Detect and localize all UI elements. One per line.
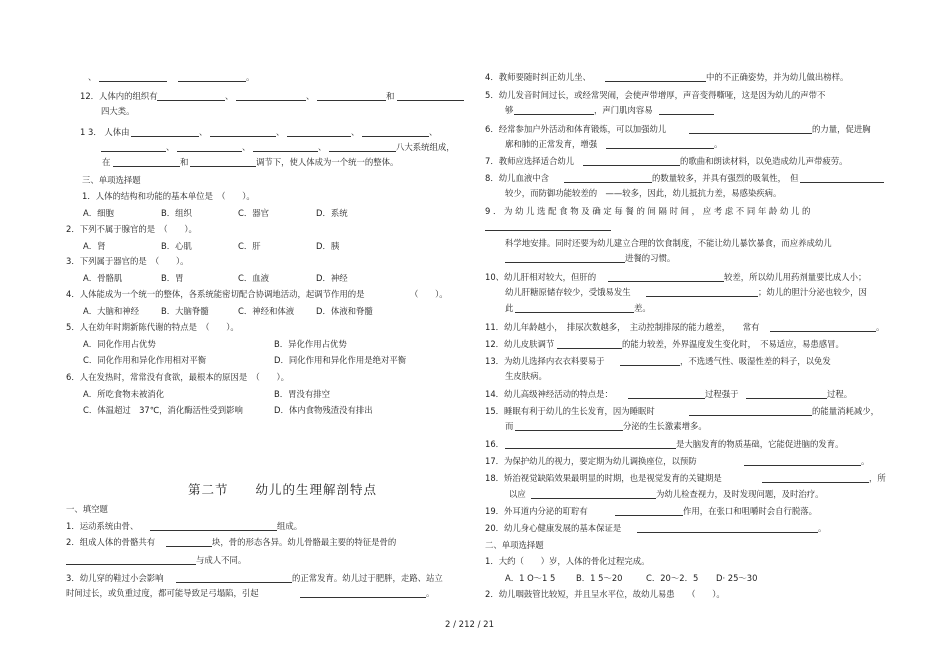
left-text-line: C．器官 [238,208,269,218]
left-text-line: 、 [306,91,315,101]
fill-in-blank[interactable] [300,589,426,598]
right-text-line: 的歌曲和朗读材料，以免造成幼儿声带疲劳。 [680,156,848,166]
right-text-line: 9 ． 为 幼 儿 选 配 食 物 及 确 定 每 餐 的 间 隔 时 间 ， 应 考 虑 不 同 年 龄 幼 儿 的 [485,206,811,216]
right-text-line: 1．大约（ ）岁，人体的骨化过程完成。 [485,556,650,566]
fill-in-blank[interactable] [615,507,683,516]
fill-in-blank[interactable] [689,125,812,134]
fill-in-blank[interactable] [176,574,292,583]
left-text-line: B．异化作用占优势 [274,339,347,349]
fill-in-blank[interactable] [397,92,464,101]
right-text-line: 廓和肺的正常发育，增强 [505,139,598,149]
left-text-line: 。 [426,588,435,598]
fill-in-blank[interactable] [177,143,242,152]
fill-in-blank[interactable] [515,304,634,313]
left-text-line: 1．人体的结构和功能的基本单位是 （ ）。 [82,191,255,201]
fill-in-blank[interactable] [606,140,714,149]
right-text-line: 14．幼儿高级神经活动的特点是： [485,389,613,399]
left-text-line: 与成人不同。 [196,555,247,565]
right-text-line: 的数量较多，并具有强烈的吸氧性， 但 [652,173,799,183]
page-number: 2 / 212 / 21 [445,620,494,630]
fill-in-blank[interactable] [605,73,706,82]
fill-in-blank[interactable] [317,92,386,101]
left-text-line: B．胃 [161,273,184,283]
fill-in-blank[interactable] [190,158,256,167]
fill-in-blank[interactable] [557,340,622,349]
left-text-line: 的正常发育。幼儿过于肥胖，走路、站立 [292,573,443,583]
left-text-line: A．同化作用占优势 [83,339,156,349]
left-text-line: B．大脑脊髓 [161,306,209,316]
fill-in-blank[interactable] [362,128,429,137]
right-text-line: 的能量消耗减少， [812,406,879,416]
left-text-line: 3．下列属于器官的是 （ ）。 [66,256,189,266]
left-text-line: 时间过长，或负重过度，都可能导致足弓塌陷，引起 [66,588,259,598]
right-text-line: ；幼儿的胆汁分泌也较少，因 [758,287,867,297]
left-text-line: C．神经和体液 [238,306,295,316]
right-text-line: 7．教师应选择适合幼儿 [485,156,575,166]
left-text-line: 。 [246,72,255,82]
left-text-line: 、 [276,127,285,137]
left-text-line: 、 [351,127,360,137]
fill-in-blank[interactable] [113,158,180,167]
left-text-line: 、 [88,72,97,82]
left-text-line: 八大系统组成， [396,142,455,152]
left-text-line: C．血液 [238,273,269,283]
right-text-line: 的能力较差，外界温度发生变化时， 不易适应，易患感冒。 [622,339,844,349]
left-text-line: 4．人体能成为一个统一的整体，各系统能密切配合协调地活动，起调节作用的是 [66,289,365,299]
fill-in-blank[interactable] [628,390,705,399]
left-text-line: C．肝 [238,241,261,251]
left-text-line: 、 [166,142,175,152]
fill-in-blank[interactable] [210,128,276,137]
right-text-line: 较差，所以幼儿用药剂量要比成人小； [724,272,867,282]
right-text-line: 8．幼儿血液中含 [485,173,549,183]
right-text-line: 生皮肤病。 [505,371,547,381]
left-text-line: 3．幼儿穿的鞋过小会影响 [66,573,164,583]
fill-in-blank[interactable] [505,440,676,449]
left-text-line: 块，骨的形态各异。幼儿骨骼最主要的特征是骨的 [212,537,397,547]
fill-in-blank[interactable] [620,357,680,366]
fill-in-blank[interactable] [583,157,680,166]
fill-in-blank[interactable] [762,474,869,483]
left-text-line: A．大脑和神经 [83,306,139,316]
fill-in-blank[interactable] [515,422,623,431]
right-text-line: 的力量，促进胸 [812,124,871,134]
right-text-line: 2．幼儿咽鼓管比较短，并且呈水平位，故幼儿易患 （ ）。 [485,589,725,599]
right-text-line: 10、幼儿肝相对较大，但肝的 [485,272,597,282]
fill-in-blank[interactable] [514,106,594,115]
left-text-line: D．神经 [316,273,348,283]
left-text-line: 5．人在幼年时期新陈代谢的特点是 （ ）。 [66,322,239,332]
right-text-line: A．1 O～1 5 [505,573,556,583]
left-text-line: 调节下，使人体成为一个统一的整体。 [256,157,399,167]
left-text-line: 三、单项选择题 [82,175,141,185]
left-text-line: 、 [242,142,251,152]
left-text-line: B．心肌 [161,241,192,251]
left-text-line: 2．下列不属于腺官的是 （ ）。 [66,224,197,234]
right-text-line: 。 [876,322,885,332]
right-text-line: ，声门肌肉容易 [594,105,653,115]
right-text-line: 4．教师要随时纠正幼儿坐、 [485,72,591,82]
left-text-line: B．组织 [161,208,192,218]
right-text-line: 17．为保护幼儿的视力，要定期为幼儿调换座位，以预防 [485,456,697,466]
left-text-line: A．骨骼肌 [83,273,123,283]
right-text-line: 6．经常参加户外活动和体育锻炼，可以加强幼儿 [485,124,667,134]
right-text-line: 19．外耳道内分泌的耵聍有 [485,506,588,516]
right-text-line: 。 [861,456,870,466]
left-text-line: 2．组成人体的骨骼共有 [66,537,156,547]
right-text-line: 分泌的生长激素增多。 [623,421,707,431]
right-text-line: 幼儿肝糖原储存较少，受饿易发生 [505,287,631,297]
right-text-line: 过程强于 [705,389,739,399]
fill-in-blank[interactable] [744,457,861,466]
fill-in-blank[interactable] [178,73,246,82]
left-text-line: 组成。 [277,521,303,531]
left-text-line: 四大类。 [101,106,135,116]
fill-in-blank[interactable] [131,128,199,137]
fill-in-blank[interactable] [505,254,625,263]
right-text-line: 而 [505,421,514,431]
right-text-line: 二、单项选择题 [485,540,544,550]
left-text-line: 在 [102,157,111,167]
left-text-line: A．所吃食物未被消化 [83,389,165,399]
right-text-line: D· 25～30 [716,573,758,583]
fill-in-blank[interactable] [99,73,167,82]
left-text-line: D．同化作用和异化作用是绝对平衡 [274,355,407,365]
right-text-line: C．20～2．5 [646,573,699,583]
right-text-line: 此 [505,303,514,313]
fill-in-blank[interactable] [689,407,812,416]
left-text-line: （ ）。 [410,289,448,299]
right-text-line: 差。 [634,303,651,313]
left-text-line: C．同化作用和异化作用相对平衡 [83,355,207,365]
fill-in-blank[interactable] [485,222,611,231]
fill-in-blank[interactable] [253,143,318,152]
left-text-line: D．系统 [316,208,348,218]
right-text-line: 科学地安排。同时还要为幼儿建立合理的饮食制度，不能让幼儿暴饮暴食，而应养成幼儿 [505,238,832,248]
left-text-line: D．体液和脊髓 [316,306,373,316]
left-text-line: B．胃没有排空 [274,389,330,399]
right-text-line: ，不选透气性、吸湿性差的料子，以免发 [680,356,831,366]
right-text-line: 18．矫治视觉缺陷效果最明显的时期，也是视觉发育的关键期是 [485,473,722,483]
right-text-line: 进餐的习惯。 [625,253,676,263]
right-text-line: 以应 [509,489,526,499]
left-text-line: A．肾 [83,241,106,251]
right-text-line: ，所 [869,473,886,483]
fill-in-blank[interactable] [287,128,351,137]
fill-in-blank[interactable] [608,273,724,282]
fill-in-blank[interactable] [329,143,396,152]
left-text-line: D．胰 [316,241,340,251]
fill-in-blank[interactable] [236,92,306,101]
fill-in-blank[interactable] [157,92,225,101]
fill-in-blank[interactable] [800,174,884,183]
left-text-line: D．体内食物残渣没有排出 [274,405,373,415]
right-text-line: 15．睡眠有利于幼儿的生长发育，因为睡眠时 [485,406,655,416]
fill-in-blank[interactable] [637,524,818,533]
section-title: 第二节 幼儿的生理解剖特点 [188,482,378,497]
fill-in-blank[interactable] [659,106,714,115]
left-text-line: C．体温超过 37℃，消化酶活性受到影响 [83,405,243,415]
fill-in-blank[interactable] [646,288,758,297]
right-text-line: 11．幼儿年龄越小， 排尿次数越多， 主动控制排尿的能力越差， 常有 [485,322,760,332]
right-text-line: 16． [485,439,505,449]
right-text-line: 中的不正确姿势，并为幼儿做出榜样。 [706,72,849,82]
right-text-line: 13．为幼儿选择内衣衣料要易于 [485,356,605,366]
fill-in-blank[interactable] [770,323,876,332]
right-text-line: B．1 5～20 [576,573,623,583]
left-text-line: A．细胞 [83,208,114,218]
left-text-line: 、 [318,142,327,152]
left-text-line: 和 [386,91,395,101]
left-text-line: 、 [199,127,208,137]
fill-in-blank[interactable] [166,538,212,547]
right-text-line: 12．幼儿皮肤调节 [485,339,555,349]
fill-in-blank[interactable] [531,490,656,499]
left-text-line: 和 [180,157,189,167]
fill-in-blank[interactable] [746,390,827,399]
right-text-line: 5．幼儿发音时间过长，或经常哭闹，会使声带增厚，声音变得嘶哑，这是因为幼儿的声带不 [485,90,826,100]
left-text-line: 6．人在发热时，常常没有食欲，最根本的原因是 （ ）。 [66,372,290,382]
fill-in-blank[interactable] [150,522,277,531]
right-text-line: 够 [505,105,514,115]
right-text-line: 作用，在张口和咀嚼时会自行脱落。 [683,506,817,516]
left-text-line: 12．人体内的组织有 [80,91,158,101]
right-text-line: 较少，而防御功能较差的 ——较多，因此，幼儿抵抗力差，易感染疾病。 [505,188,782,198]
right-text-line: 是大脑发育的物质基础，它能促进脑的发育。 [676,439,844,449]
fill-in-blank[interactable] [564,174,652,183]
right-text-line: 。 [714,139,723,149]
right-text-line: 20．幼儿身心健康发展的基本保证是 [485,523,622,533]
left-text-line: 、 [429,127,438,137]
fill-in-blank[interactable] [101,143,166,152]
left-text-line: 一、填空题 [66,504,108,514]
fill-in-blank[interactable] [66,556,196,565]
left-text-line: 1．运动系统由骨、 [66,521,139,531]
left-text-line: 1 3． 人体由 [80,127,130,137]
left-text-line: 、 [225,91,234,101]
right-text-line: 为幼儿检查视力，及时发现问题，及时治疗。 [656,489,824,499]
right-text-line: 。 [818,523,827,533]
right-text-line: 过程。 [827,389,853,399]
